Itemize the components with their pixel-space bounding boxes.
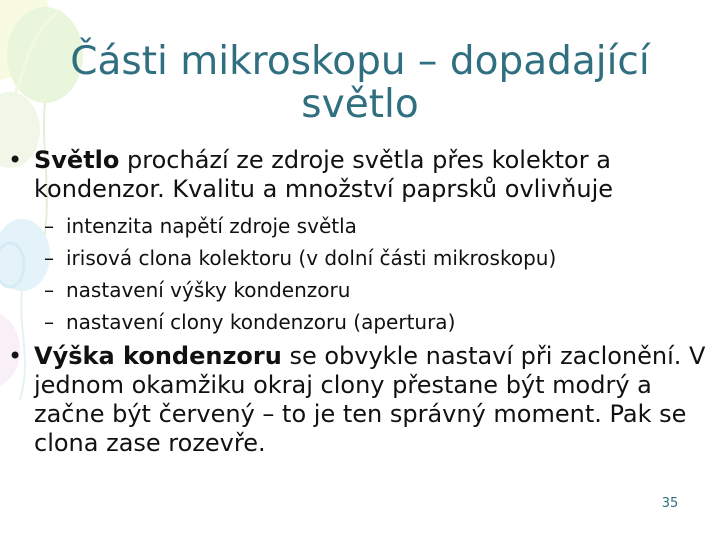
sub-item [8, 274, 718, 306]
sub-item-text: nastavení výšky kondenzoru [66, 278, 351, 302]
bullet-marker: • [8, 146, 23, 174]
dash-marker: – [44, 310, 54, 334]
sub-item-text: nastavení clony kondenzoru (apertura) [66, 310, 456, 334]
bullet-text: prochází ze zdroje světla přes kolektor a kondenzor. Kvalitu a množství paprsků ovlivňuje [34, 146, 614, 203]
bullet-bold-text: Světlo [34, 146, 120, 174]
sub-item-text: irisová clona kolektoru (v dolní části mikroskopu) [66, 246, 557, 270]
slide-body [8, 146, 718, 462]
sub-item [8, 306, 718, 338]
page-number: 35 [661, 496, 679, 511]
dash-marker: – [44, 246, 54, 270]
dash-marker: – [44, 214, 54, 238]
bullet-marker: • [8, 342, 23, 370]
bullet-item [8, 342, 718, 458]
sub-item [8, 210, 718, 242]
bullet-text: se obvykle nastaví při zaclonění. V jednom okamžiku okraj clony přestane být modrý a začne být červený – to je ten správný moment. Pak se clona zase rozevře. [34, 342, 706, 457]
bullet-item [8, 146, 718, 204]
sub-list [8, 210, 718, 338]
sub-item [8, 242, 718, 274]
dash-marker: – [44, 278, 54, 302]
slide-title: Části mikroskopu – dopadající světlo [70, 39, 650, 128]
bullet-bold-text: Výška kondenzoru [34, 342, 282, 370]
sub-item-text: intenzita napětí zdroje světla [66, 214, 357, 238]
